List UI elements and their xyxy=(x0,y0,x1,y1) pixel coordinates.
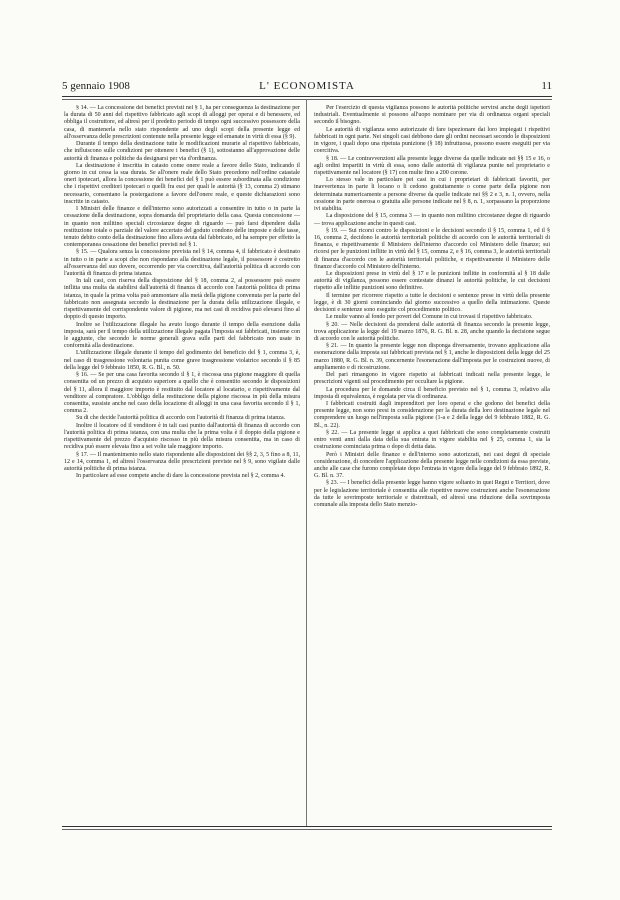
header-rule-inner xyxy=(62,99,552,100)
paragraph: § 15. — Qualora senza la concessione prevista nel § 14, comma 4, il fabbricato è destinato in tutto o in parte a scopi che non rispondano alla destinazione legale, il possessore è costretto all'osservanza del suo dovere, occorrendo per via coercitiva, dall'autorità politica di accordo con l'autorità di finanza di prima istanza. xyxy=(64,249,300,278)
paragraph: La procedura per le domande circa il beneficio previsto nel § 1, comma 3, relativo alla imposta di equivalenza, è regolata per via di ordinanza. xyxy=(314,386,550,400)
paragraph: La disposizione del § 15, comma 3 — in quanto non militino circostanze degne di riguardo — trova applicazione anche in questi casi. xyxy=(314,213,550,227)
paragraph: Lo stesso vale in particolare pei casi in cui i proprietari di fabbricati favoriti, per inavvertenza in parte li locano o li cedono gratuitamente o come parte della pigione non determinata numericamente a persone diverse da quelle indicate nei §§ 2 e 3, n. 1, ovvero, nella cessione in parte onerosa o gratuita alle persone indicate nel § 8, n. 1, sorpassano la proporzione ivi stabilita. xyxy=(314,177,550,213)
paragraph: § 20. — Nelle decisioni da prendersi dalle autorità di finanza secondo la presente legge, trova applicazione la legge del 19 marzo 1876, R. G. Bl. n. 28, anche quando la decisione segue di accordo con le autorità politiche. xyxy=(314,321,550,342)
paragraph: Il termine per ricorrere rispetto a tutte le decisioni e sentenze prese in virtù della presente legge, è di 30 giorni cominciando dal giorno successivo a quello della intimazione. Queste decisioni e sentenze sono eseguite col procedimento politico. xyxy=(314,292,550,314)
paragraph: Però i Ministri delle finanze e dell'interno sono autorizzati, nei casi degni di speciale considerazione, di concedere l'applicazione della presente legge nelle condizioni da essa previste, anche alle case che furono completate dopo l'entrata in vigore della legge del 9 febbraio 1892, R. G. Bl. n. 37. xyxy=(314,451,550,480)
paragraph: Le multe vanno al fondo per poveri del Comune in cui trovasi il rispettivo fabbricato. xyxy=(326,314,533,321)
paragraph: § 19. — Sui ricorsi contro le disposizioni e le decisioni secondo il § 15, comma 1, ed il § 16, comma 2, decidono le autorità territoriali politiche di accordo con le autorità territoriali di finanza, e rispettivamente il Ministero dell'interno d'accordo col Ministero delle finanze; sui ricorsi per le punizioni inflitte in virtù del § 15, comma 2, e § 16, comma 3, le autorità territoriali di finanza d'accordo con le autorità territoriali politiche, e rispettivamente il Ministero delle finanze d'accordo col Ministero dell'interno. xyxy=(314,227,550,270)
paragraph: § 21. — In quanto la presente legge non disponga diversamente, trovano applicazione alla esonerazione dalla imposta sui fabbricati prevista nel § 1, anche le disposizioni della legge del 25 marzo 1880, R. G. Bl. n. 39, concernente l'esonerazione dall'imposta per le costruzioni nuove, di ampliamento e di ricostruzione. xyxy=(314,343,550,371)
footer-rule xyxy=(62,826,552,827)
journal-title: L' ECONOMISTA xyxy=(259,80,355,92)
running-header xyxy=(62,80,552,96)
paragraph: § 23. — I benefici della presente legge hanno vigore soltanto in quei Regni e Territori, dove per le legislazione territoriale è consentita alle rispettive nuove costruzioni anche l'esonerazione da tutte le sovrimposte territoriale e distrettuali, ed altresì una riduzione della sovrimposta comunale alla imposta dello Stato menzio- xyxy=(314,480,550,509)
paragraph: § 22. — La presente legge si applica a quei fabbricati che sono completamente costruiti entro venti anni dalla data della sua entrata in vigore stabilita nel § 25, comma 1, sia la costruzione cominciata prima o dopo di detta data. xyxy=(314,429,550,451)
paragraph: Durante il tempo della destinazione tutte le modificazioni murarie al rispettivo fabbricato, che influiscono sulle condizioni per ottenere i benefici (§ 1), sottostanno all'approvazione delle autorità di finanza e politiche da designarsi per via d'ordinanza. xyxy=(64,141,300,162)
paragraph: Del pari rimangono in vigore rispetto ai fabbricati indicati nella presente legge, le prescrizioni vigenti sul procedimento per occultare la pigione. xyxy=(314,372,550,386)
paragraph: Le disposizioni prese in virtù del § 17 e le punizioni inflitte in conformità al § 18 dalle autorità di vigilanza, possono essere contestate dinanzi le autorità politiche, le cui decisioni rispetto alle inflitte punizioni sono definitive. xyxy=(314,271,550,292)
paragraph: § 18. — Le contravvenzioni alla presente legge diverse da quelle indicate nei §§ 15 e 16, o agli ordini impartiti in virtù di essa, sono dalle autorità di vigilanza punite nel proprietario e rispettivamente nel locatore (§ 17) con multe fino a 200 corone. xyxy=(314,155,550,176)
paragraph: § 16. — Se per una casa favorita secondo il § 1, è riscossa una pigione maggiore di quella consentita od un prezzo di acquisto superiore a quello che è consentito secondo le disposizioni del § 11, allora il maggiore importo è restituito dal locatore al locatario, e rispettivamente dal venditore al compratore. L'obbligo della restituzione della pigione riscossa in più della misura consentita, sussiste anche nel caso della locazione di alloggi in una casa favorita secondo il § 1, comma 2. xyxy=(64,372,300,415)
paragraph: Su di che decide l'autorità politica di accordo con l'autorità di finanza di prima istanza. xyxy=(76,415,286,422)
page-number: 11 xyxy=(541,80,552,92)
paragraph: I Ministri delle finanze e dell'interno sono autorizzati a consentire in tutto o in parte la cessazione della destinazione, sopra domanda del proprietario della casa. Questa concessione — in quanto non militino speciali circostanze degne di riguardo — può farsi dipendere dalla restituzione totale o parziale del valore accertato del goduto condono delle imposte e delle tasse, tenuto debito conto della destinazione fino allora avuta dal fabbricato, ed ha sempre per effetto la contemporanea cessazione dei benefici previsti nel § 1. xyxy=(64,206,300,249)
paragraph: In tali casi, con riserva della disposizione del § 18, comma 2, al possessore può essere inflitta una multa da stabilirsi dall'autorità di finanza di accordo con l'autorità politica di prima istanza, in quale la prima volta può ammontare alla metà della pigione convenuta per la parte del fabbricato non assegnata secondo la destinazione per la durata della utilizzazione illegale, e rispettivamente del corrispondente valore di pigione, ma nei casi di recidiva può elevarsi fino al doppio di questo importo. xyxy=(64,278,300,321)
footer-rule-inner xyxy=(62,829,552,830)
paragraph: Per l'esercizio di questa vigilanza possono le autorità politiche servirsi anche degli ispettori industriali. Eventualmente si possono all'uopo nominare per via di ordinanza organi speciali secondo il bisogno. xyxy=(314,105,550,126)
paragraph: I fabbricati costruiti dagli imprenditori per loro operai e che godono dei benefici della presente legge, non sono presi in considerazione per la durata della loro destinazione legale nel comprendere un luogo nell'imposta sulla pigione (1-a e 2 della legge del 9 febbraio 1882, R. G. Bl., n. 22). xyxy=(314,400,550,429)
paragraph: Inoltre se l'utilizzazione illegale ha avuto luogo durante il tempo della esenzione dalla imposta, sarà per il tempo della utilizzazione illegale pagata l'imposta sui fabbricati, insieme con le aggiunte, che secondo le norme generali grava sulle parti del fabbricato non usate in conformità alla destinazione. xyxy=(64,321,300,350)
paragraph: § 17. — Il mantenimento nello stato rispondente alle disposizioni dei §§ 2, 3, 5 fino a 8, 11, 12 e 14, comma 1, ed altresì l'osservanza delle prescrizioni previste nel § 9, sono vigilate dalle autorità politiche di prima istanza. xyxy=(64,451,300,472)
paragraph: Inoltre il locatore od il venditore è in tali casi punito dall'autorità di finanza di accordo con l'autorità politica di prima istanza, con una multa che la prima volta è il doppio della pigione e rispettivamente del prezzo d'acquisto riscosso in più della misura consentita, ma in caso di recidiva può essere elevata fino a sei volte tale maggiore importo. xyxy=(64,422,300,451)
header-date: 5 gennaio 1908 xyxy=(62,80,130,92)
column-divider xyxy=(306,99,307,826)
right-column xyxy=(314,105,550,820)
paragraph: La destinazione è inscritta in catasto come onere reale a favore dello Stato, indicando il giorno in cui cessa la sua durata. Se all'onere reale dello Stato precedono nell'ordine catastale oneri ipotecari, allora la concessione dei benefici del § 1 può essere subordinata alla condizione che i rispettivi creditori ipotecari o quelli fra essi per quali le autorità (§ 13, comma 2) stimano necessario, consentano la postergazione a favore dell'onere reale, e queste dichiarazioni sono inscritte in catasto. xyxy=(64,162,300,205)
header-rule xyxy=(62,96,552,97)
paragraph: L'utilizzazione illegale durante il tempo del godimento del beneficio del § 1, comma 3, è, nel caso di trasgressione volontaria punita come grave trasgressione violatrice secondo il § 85 della legge del 9 febbraio 1850, R. G. Bl., n. 50. xyxy=(64,350,300,371)
paragraph: In particolare ad esse compete anche di dare la concessione prevista nel § 2, comma 4. xyxy=(76,473,286,480)
paragraph: Le autorità di vigilanza sono autorizzate di fare ispezionare dai loro impiegati i rispettivi fabbricati in ogni parte. Nei singoli casi debbono dare gli ordini necessari secondo le disposizioni in vigore, i quali dopo una ripetuta punizione (§ 18) infruttuosa, possono essere eseguiti per via coercitiva. xyxy=(314,126,550,155)
left-column xyxy=(64,105,300,820)
paragraph: § 14. — La concessione dei benefici previsti nel § 1, ha per conseguenza la destinazione per la durata di 50 anni del rispettivo fabbricato agli scopi di alloggi per operai e di benessere, ed obbliga il costruttore, ed altresì per il predetto periodo di tempo ogni successivo possessore della casa, di mantenerla nello stato rispondente ad uno degli scopi della presente legge ed all'osservanza delle prescrizioni contenute nella presente legge ed emanate in virtù di essa (§ 9). xyxy=(64,105,300,140)
